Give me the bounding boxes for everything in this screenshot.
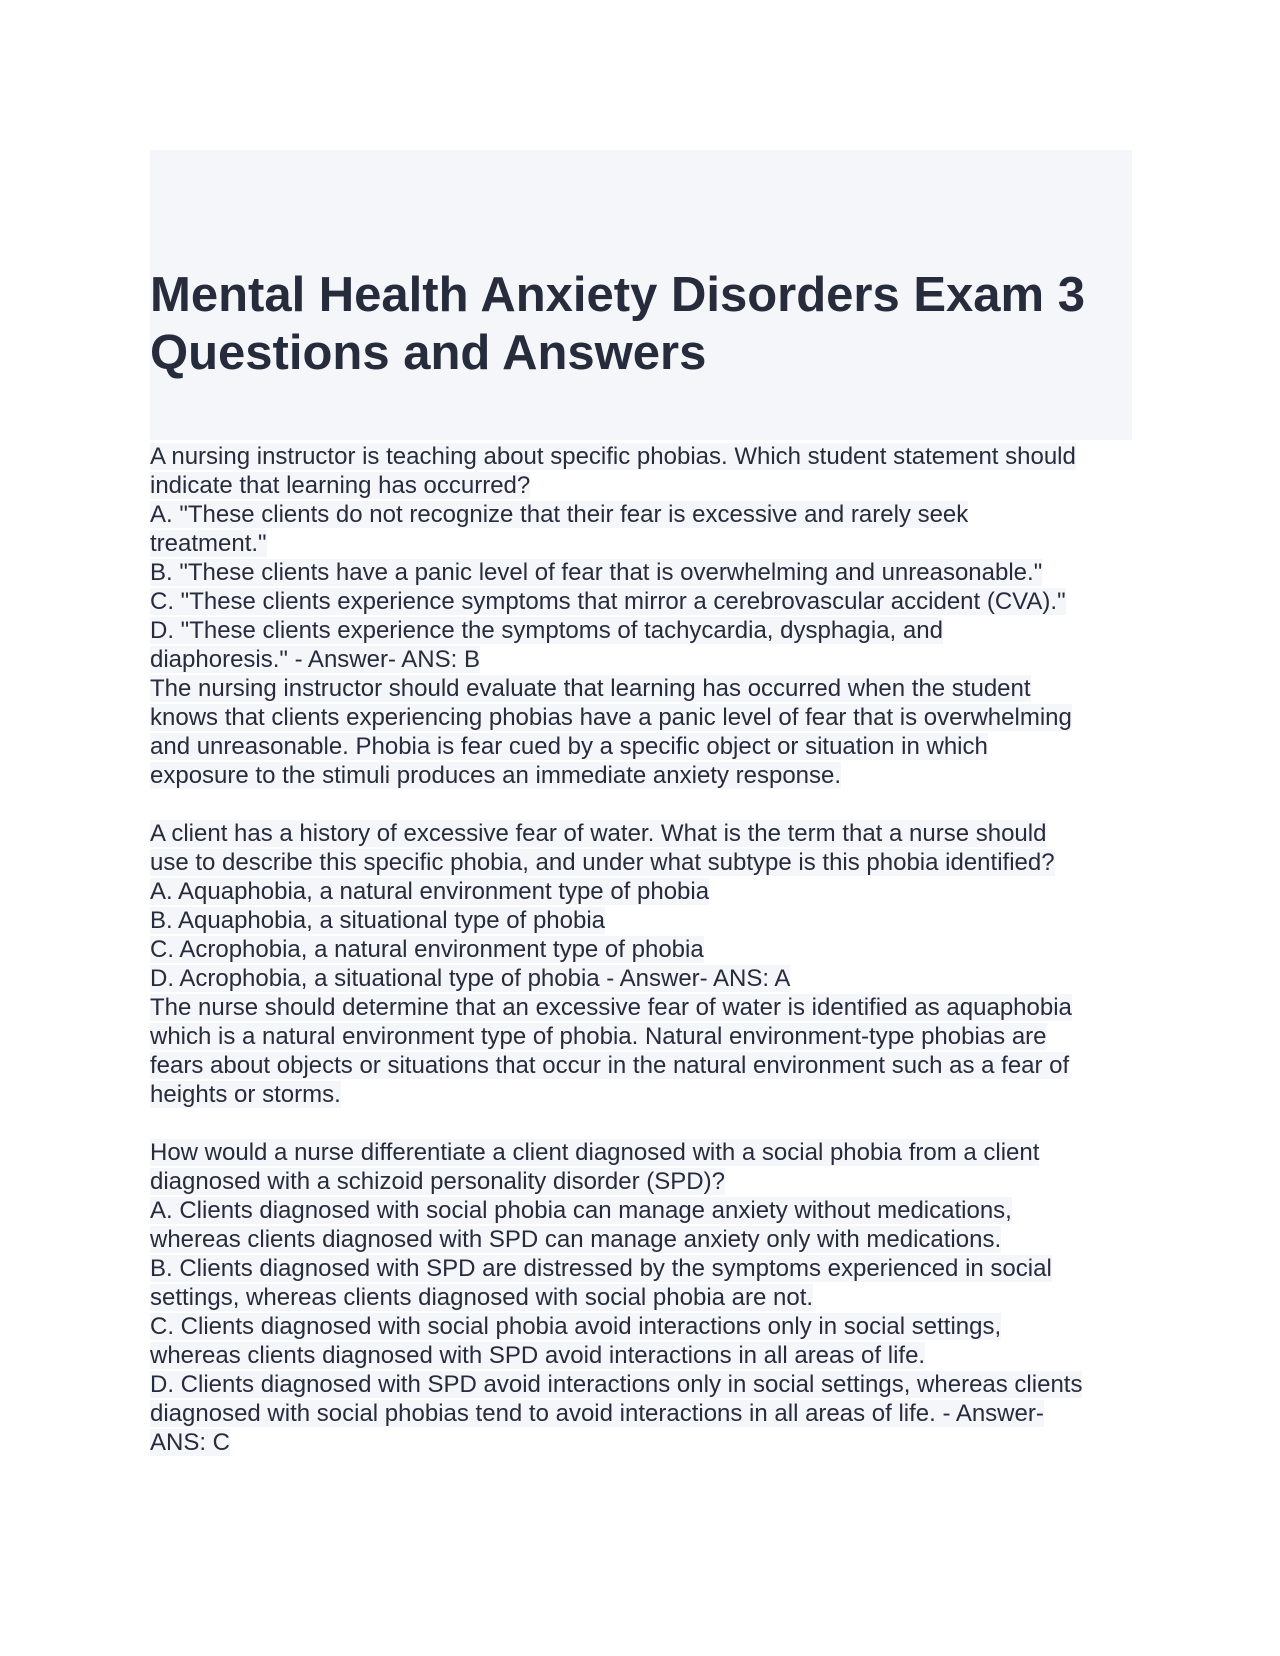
option-a: A. Aquaphobia, a natural environment type of phobia: [150, 878, 710, 905]
rationale-line: and unreasonable. Phobia is fear cued by a specific object or situation in which: [150, 733, 988, 760]
question-1: [150, 442, 1132, 790]
title-line: Questions and Answers: [150, 326, 707, 380]
question-2: [150, 819, 1132, 1109]
rationale-line: exposure to the stimuli produces an immediate anxiety response.: [150, 762, 842, 789]
option-a: A. "These clients do not recognize that their fear is excessive and rarely seek: [150, 501, 969, 528]
document-title: [150, 266, 1085, 382]
option-d: D. Clients diagnosed with SPD avoid interactions only in social settings, whereas clients: [150, 1371, 1083, 1398]
option-b: B. Aquaphobia, a situational type of phobia: [150, 907, 606, 934]
option-c: C. Clients diagnosed with social phobia avoid interactions only in social settings,: [150, 1313, 1002, 1340]
option-a: A. Clients diagnosed with social phobia can manage anxiety without medications,: [150, 1197, 1012, 1224]
rationale-line: knows that clients experiencing phobias have a panic level of fear that is overwhelming: [150, 704, 1072, 731]
text-line: treatment.": [150, 530, 267, 557]
question-3: [150, 1138, 1132, 1457]
paragraph-gap: [150, 790, 1132, 819]
option-b: B. Clients diagnosed with SPD are distressed by the symptoms experienced in social: [150, 1255, 1052, 1282]
answer-line: diaphoresis." - Answer- ANS: B: [150, 646, 480, 673]
rationale-line: The nurse should determine that an excessive fear of water is identified as aquaphobia: [150, 994, 1072, 1021]
document-page: [150, 150, 1132, 1457]
text-line: use to describe this specific phobia, and under what subtype is this phobia identified?: [150, 849, 1055, 876]
text-line: diagnosed with social phobias tend to avoid interactions in all areas of life. - Answer-: [150, 1400, 1044, 1427]
option-d: D. "These clients experience the symptoms of tachycardia, dysphagia, and: [150, 617, 943, 644]
text-line: diagnosed with a schizoid personality disorder (SPD)?: [150, 1168, 725, 1195]
option-c: C. "These clients experience symptoms that mirror a cerebrovascular accident (CVA).": [150, 588, 1066, 615]
text-line: How would a nurse differentiate a client diagnosed with a social phobia from a client: [150, 1139, 1040, 1166]
text-line: A nursing instructor is teaching about specific phobias. Which student statement should: [150, 443, 1076, 470]
option-d-answer: D. Acrophobia, a situational type of phobia - Answer- ANS: A: [150, 965, 791, 992]
rationale-line: The nursing instructor should evaluate that learning has occurred when the student: [150, 675, 1031, 702]
text-line: settings, whereas clients diagnosed with social phobia are not.: [150, 1284, 814, 1311]
title-line: Mental Health Anxiety Disorders Exam 3: [150, 268, 1085, 322]
text-line: A client has a history of excessive fear of water. What is the term that a nurse should: [150, 820, 1047, 847]
text-line: indicate that learning has occurred?: [150, 472, 531, 499]
text-line: whereas clients diagnosed with SPD can manage anxiety only with medications.: [150, 1226, 1002, 1253]
rationale-line: which is a natural environment type of phobia. Natural environment-type phobias are: [150, 1023, 1047, 1050]
text-line: whereas clients diagnosed with SPD avoid interactions in all areas of life.: [150, 1342, 926, 1369]
option-c: C. Acrophobia, a natural environment type of phobia: [150, 936, 704, 963]
paragraph-gap: [150, 1109, 1132, 1138]
rationale-line: fears about objects or situations that occur in the natural environment such as a fear of: [150, 1052, 1070, 1079]
title-block: [150, 150, 1132, 440]
rationale-line: heights or storms.: [150, 1081, 341, 1108]
option-b: B. "These clients have a panic level of fear that is overwhelming and unreasonable.": [150, 559, 1043, 586]
document-body: [150, 442, 1132, 1457]
answer-line: ANS: C: [150, 1429, 231, 1456]
